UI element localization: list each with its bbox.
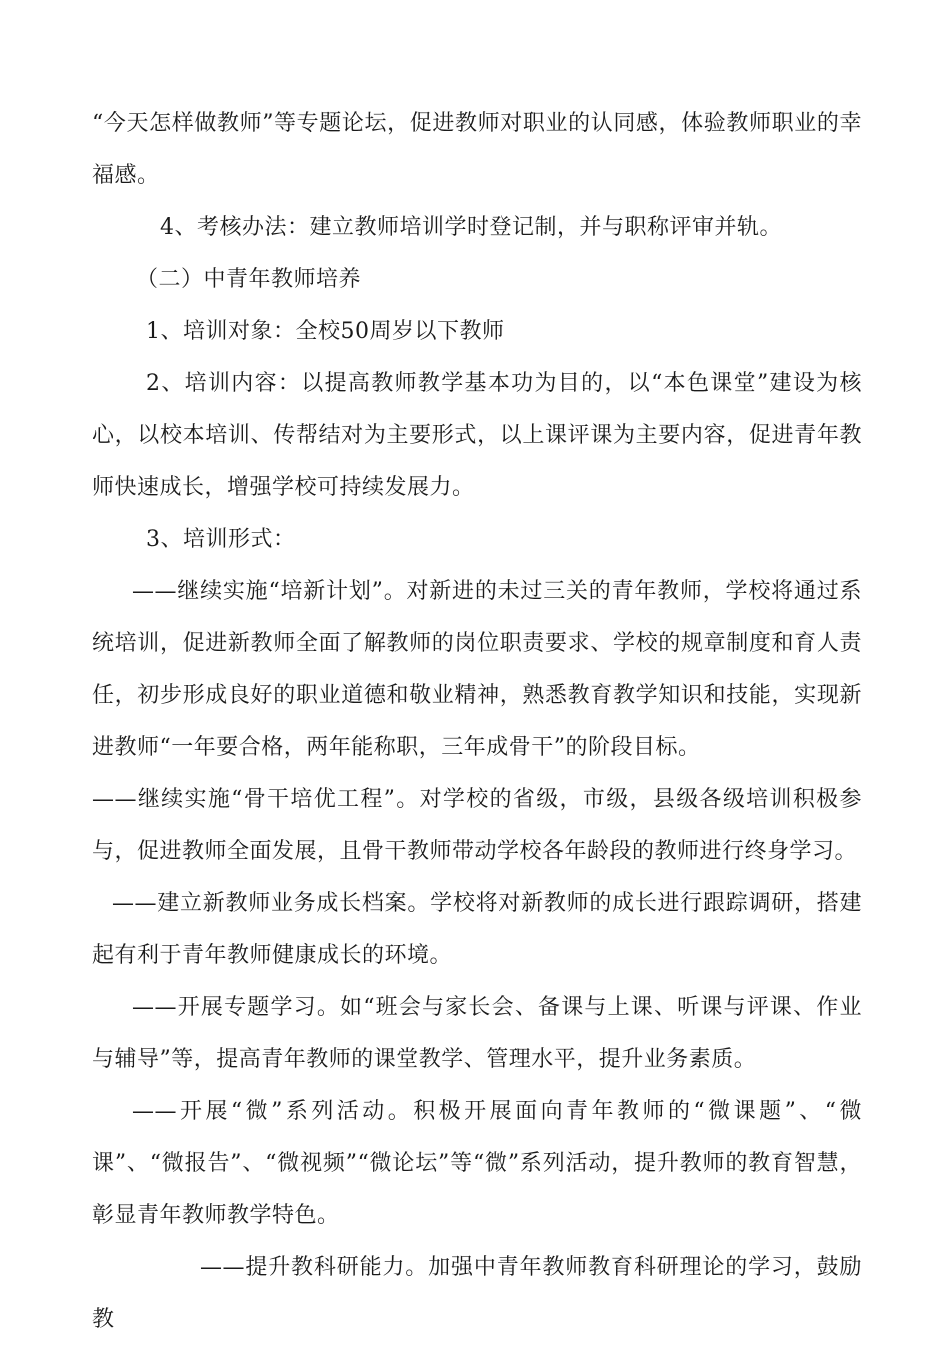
paragraph-micro-activities: ——开展“微”系列活动。积极开展面向青年教师的“微课题”、“微课”、“微报告”、“微视频”“微论坛”等“微”系列活动，提升教师的教育智慧，彰显青年教师教学特色。: [92, 1099, 862, 1228]
document-page: [92, 98, 862, 1346]
paragraph-forum-continuation: “今天怎样做教师”等专题论坛，促进教师对职业的认同感，体验教师职业的幸福感。: [92, 111, 862, 188]
paragraph-new-teacher-plan: ——继续实施“培新计划”。对新进的未过三关的青年教师，学校将通过系统培训，促进新教师全面了解教师的岗位职责要求、学校的规章制度和育人责任，初步形成良好的职业道德和敬业精神，熟悉教育教学知识和技能，实现新进教师“一年要合格，两年能称职，三年成骨干”的阶段目标。: [92, 579, 862, 760]
paragraph-training-content: 2、培训内容：以提高教师教学基本功为目的，以“本色课堂”建设为核心，以校本培训、传帮结对为主要形式，以上课评课为主要内容，促进青年教师快速成长，增强学校可持续发展力。: [92, 371, 862, 500]
section-heading-young-teacher-training: （二）中青年教师培养: [136, 267, 362, 292]
paragraph-training-form: 3、培训形式：: [146, 527, 296, 552]
paragraph-growth-archive: ——建立新教师业务成长档案。学校将对新教师的成长进行跟踪调研，搭建起有利于青年教师健康成长的环境。: [92, 891, 862, 968]
paragraph-training-target: 1、培训对象：全校50周岁以下教师: [146, 319, 505, 344]
paragraph-topic-study: ——开展专题学习。如“班会与家长会、备课与上课、听课与评课、作业与辅导”等，提高青年教师的课堂教学、管理水平，提升业务素质。: [92, 995, 862, 1072]
paragraph-assessment-method: 4、考核办法：建立教师培训学时登记制，并与职称评审并轨。: [160, 215, 782, 240]
paragraph-backbone-program: ——继续实施“骨干培优工程”。对学校的省级，市级，县级各级培训积极参与，促进教师全面发展，且骨干教师带动学校各年龄段的教师进行终身学习。: [92, 787, 862, 864]
paragraph-research-ability: ——提升教科研能力。加强中青年教师教育科研理论的学习，鼓励教: [92, 1255, 862, 1332]
